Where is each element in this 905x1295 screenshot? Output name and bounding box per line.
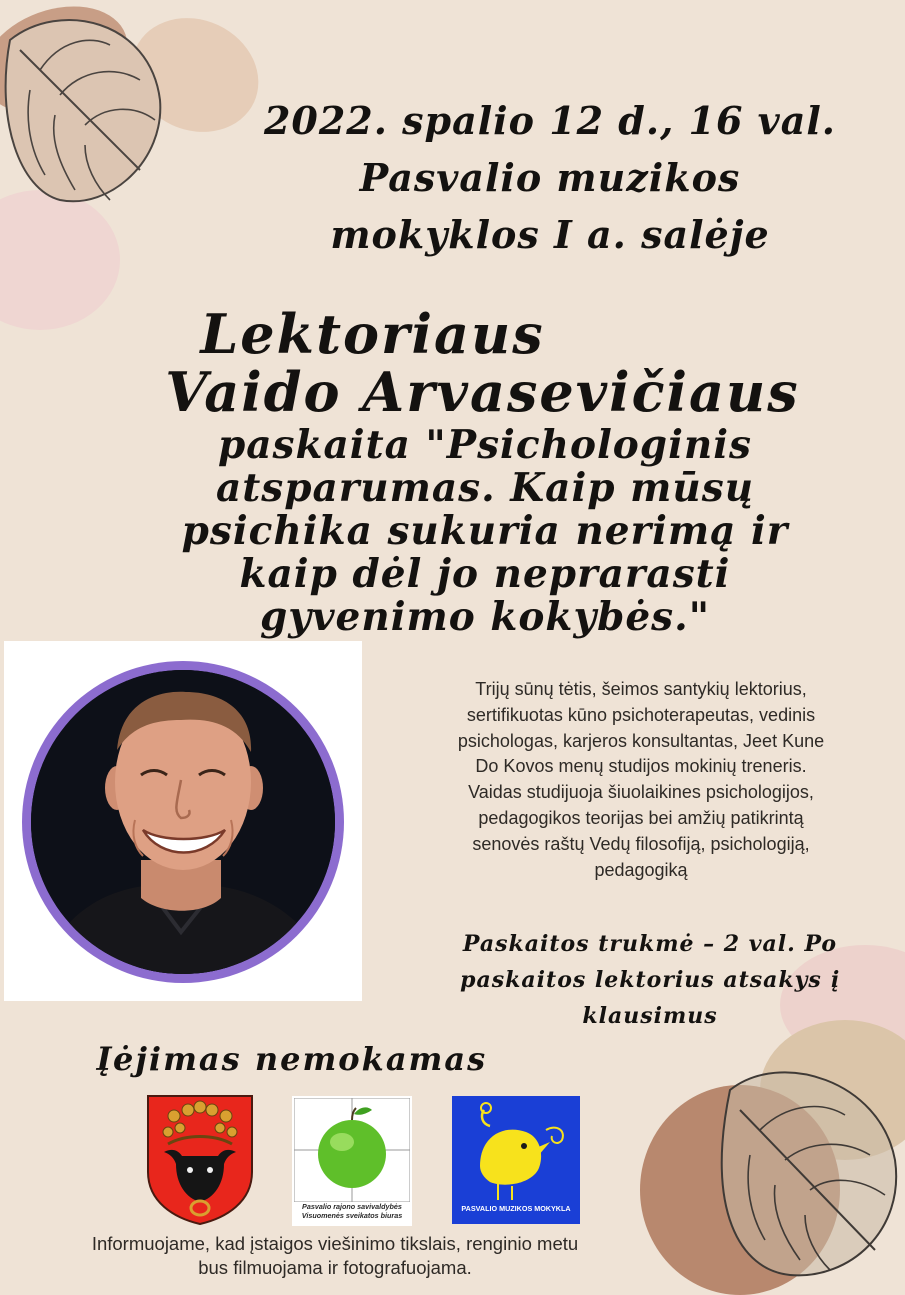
monstera-leaf-bottom-right-icon: [700, 1050, 905, 1280]
public-health-bureau-logo: [292, 1096, 412, 1226]
lecture-title-line: psichika sukuria nerimą ir: [181, 508, 789, 554]
speaker-photo: [4, 641, 362, 1001]
music-logo-caption: PASVALIO MUZIKOS MOKYKLA: [461, 1204, 571, 1213]
duration-line: klausimus: [582, 1003, 718, 1029]
footer-line: Informuojame, kad įstaigos viešinimo tikslais, renginio metu: [91, 1233, 579, 1254]
bio-line: sertifikuotas kūno psichoterapeutas, vedinis: [466, 704, 816, 725]
lecture-duration: [420, 926, 880, 1034]
lecture-title: [120, 424, 850, 639]
duration-line: Paskaitos trukmė – 2 val. Po: [462, 931, 838, 957]
bio-line: Vaidas studijuoja šiuolaikines psichologijos,: [468, 782, 814, 803]
speaker-heading: [0, 302, 905, 424]
lecture-title-line: atsparumas. Kaip mūsų: [215, 465, 755, 511]
event-date: 2022. spalio 12 d., 16 val.: [263, 98, 837, 143]
free-entry-note: Įėjimas nemokamas: [96, 1040, 488, 1078]
speaker-line-1: Lektoriaus: [200, 302, 545, 366]
footer-line: bus filmuojama ir fotografuojama.: [198, 1257, 472, 1278]
event-venue-line-2: mokyklos I a. salėje: [330, 212, 770, 257]
lecture-title-line: gyvenimo kokybės.": [259, 594, 711, 640]
bio-line: pedagogikos teorijas bei amžių patikrintą: [478, 807, 804, 828]
bio-line: Trijų sūnų tėtis, šeimos santykių lektorius,: [475, 679, 807, 699]
speaker-name: Vaido Arvasevičiaus: [165, 360, 800, 424]
event-date-venue: [210, 92, 890, 263]
pasvalys-coat-of-arms-logo: [146, 1094, 254, 1226]
monstera-leaf-top-left-icon: [0, 0, 200, 230]
bio-line: Do Kovos menų studijos mokinių treneris.: [475, 756, 807, 777]
bio-line: psichologas, karjeros konsultantas, Jeet Kune: [457, 730, 825, 751]
event-venue-line-1: Pasvalio muzikos: [359, 155, 741, 200]
lecture-title-line: paskaita "Psichologinis: [217, 422, 753, 468]
lecture-title-line: kaip dėl jo neprarasti: [239, 551, 731, 597]
filming-notice: [40, 1232, 630, 1280]
duration-line: paskaitos lektorius atsakys į: [460, 967, 840, 993]
bio-line: senovės raštų Vedų filosofiją, psichologiją,: [472, 833, 810, 854]
speaker-bio: [425, 677, 857, 883]
health-logo-caption: Pasvalio rajono savivaldybės Visuomenės sveikatos biuras: [301, 1202, 403, 1220]
photo-frame-ring: [22, 661, 344, 983]
speaker-portrait: [31, 670, 335, 974]
music-school-logo: [452, 1096, 580, 1224]
bio-line: pedagogiką: [594, 859, 688, 880]
